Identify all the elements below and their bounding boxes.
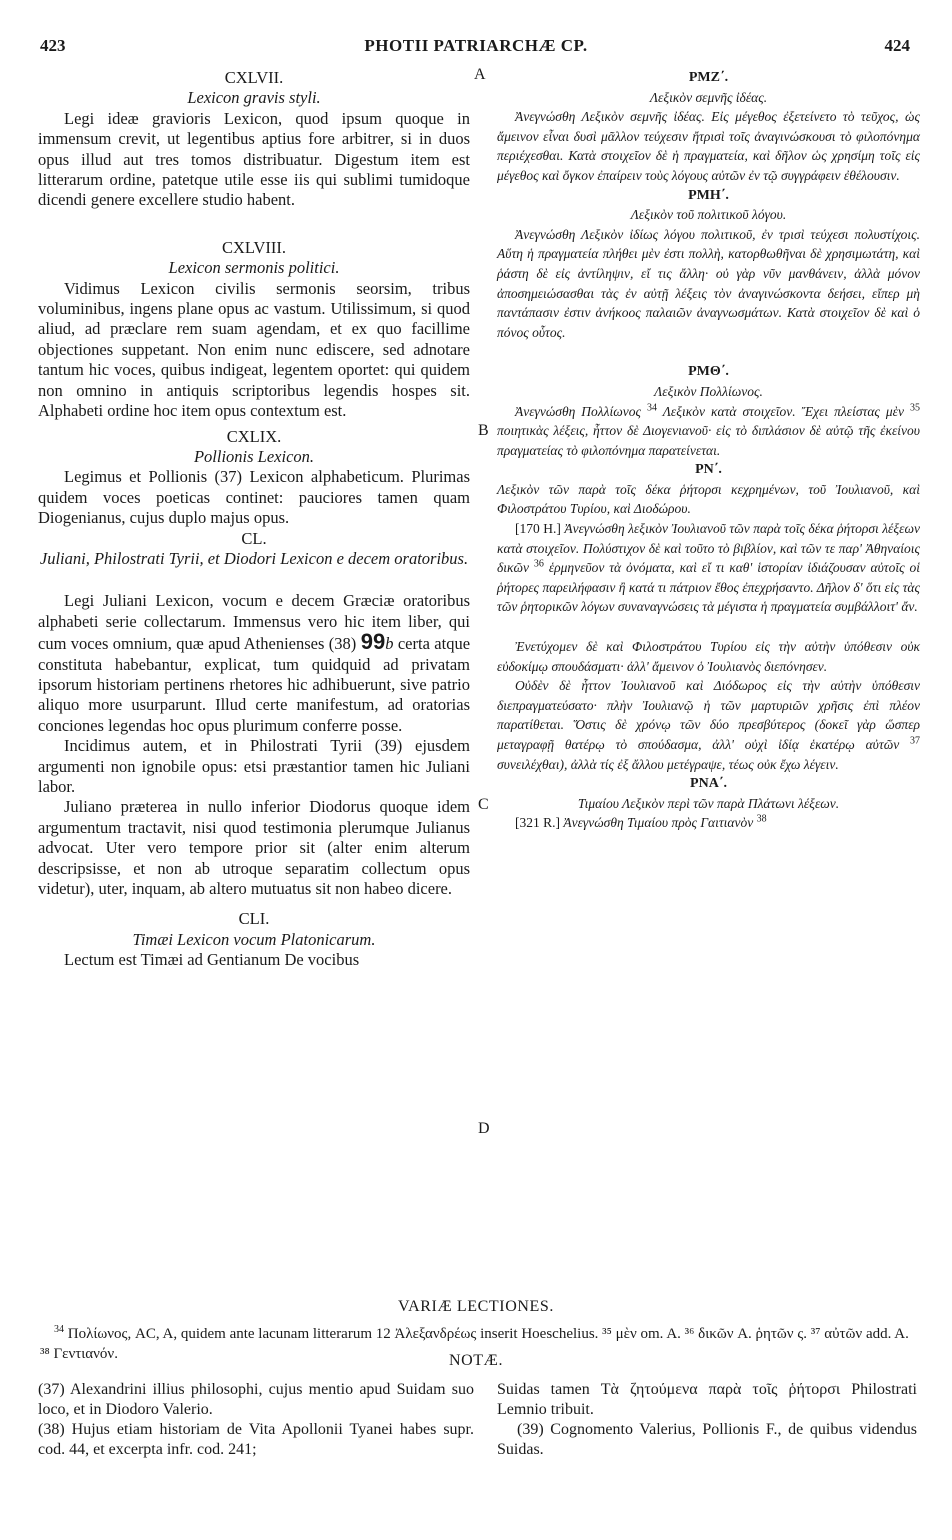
footnote-ref: 37: [910, 735, 920, 747]
edition-ref: [321 R.]: [515, 815, 560, 831]
footnote-ref: 36: [533, 558, 544, 570]
chapter-text: Legimus et Pollionis (37) Lexicon alphabeticum. Plurimas quidem voces poeticas continet: pauciores tamen quam Diogenianus, cujus duplo majus opus.: [38, 467, 470, 528]
chapter-number: ΡΝΑ΄.: [690, 776, 727, 792]
footnote-ref: 34: [647, 402, 657, 413]
chapter-title: Juliani, Philostrati Tyrii, et Diodori Lexicon e decem oratoribus.: [39, 548, 469, 568]
chapter-text: Ἀνεγνώσθη Λεξικὸν σεμνῆς ἰδέας. Εἰς μέγεθος ἐξετείνετο τὸ τεῦχος, ὡς ἄμεινον εἶναι δυσὶ μᾶλλον τεύχεσιν ἤτρισὶ τοῖς ἀναγινώσκουσι τὸ φιλοπόνημα περιέχεσθαι. Κατὰ στοιχεῖον δὲ ἡ πραγματεία, καὶ δῆλον ὡς χρησίμη τοῖς εἰς μέγεθος καὶ ὄγκον ἐπαίρειν τοὺς λόγους αὐτῶν ἐν τῷ συγγράφειν ἐθέλουσιν.: [497, 109, 920, 183]
chapter-title: Lexicon gravis styli.: [187, 88, 321, 108]
chapter-number: CXLVII.: [224, 68, 284, 87]
text-span: certa atque constituta habebantur, explicat, tum quidquid ad privatam ipsorum historiam pertinens rhetores hic adhibuerunt, sive patrio aliquo more usurparunt. Illud certe manifestum, ad oratorias conciones legendas hoc opus plurimum conferre posse.: [38, 634, 471, 735]
chapter-number: CLI.: [238, 909, 270, 929]
chapter-text: Vidimus Lexicon civilis sermonis seorsim, tribus voluminibus, ingens plane opus ac vastum. Utilissimum, si quod aliud, ad præclare rem suam agendam, et ex quo facillime objectiones suppetant. Non enim nunc ediscere, sed adnotare tantum hic voces, quibus indigeat, legentem oportet: qui quidem non omnino in antiquis scriptoribus legendis hospes sit. Alphabeti ordine hoc item opus contextum est.: [38, 278, 470, 421]
page-number-right: 424: [884, 36, 910, 55]
text-span: ἑρμηνεῦον τὰ ὀνόματα, καὶ εἴ τι καθ' ἱστορίαν ἰδιάζουσαν αὐτοῖς οἱ ῥήτορες παρειλήφασιν ἢ κατά τι πάτριον ἔθος ἐπεχρήσαντο. Δῆλον δ' ὅτι εἰς τὰς τῶν ῥητορικῶν λόγων συναναγνώσεις τὰ μέγιστα ἡ πραγματεία συμβάλλοιτ' ἄν.: [497, 560, 920, 615]
running-title: PHOTII PATRIARCHÆ CP.: [364, 36, 588, 55]
chapter-number: CXLIX.: [226, 426, 282, 446]
text-span: Οὐδὲν δὲ ἧττον Ἰουλιανοῦ καὶ Διόδωρος εἰς τὴν αὐτὴν ὑπόθεσιν διεπραγματεύσατο· πλὴν Ἰουλιανῷ ἡ τῶν μαρτυριῶν χρῆσις ἐπὶ πλέον παρατίθεται. Ὅστις δὲ χρόνῳ τῶν δύο πρεσβύτερος (δοκεῖ γὰρ ὥσπερ μεταγραφῇ θατέρῳ τὸ σπούδασμα, ἀλλ' οὐχὶ ἰδίᾳ ἑκατέρῳ αὐτῶν: [497, 678, 920, 752]
chapter-number: ΡΜΘ΄.: [688, 364, 729, 380]
chapter-text: [497, 813, 920, 833]
text-span: Ἀνεγνώσθη λεξικὸν Ἰουλιανοῦ τῶν παρὰ τοῖς δέκα ῥήτορσι λέξεων κατὰ στοιχεῖον. Πολύστιχον δὲ καὶ τοῦτο τὸ βιβλίον, καὶ τῶν τε παρ' Ἀθηναίοις δικῶν: [497, 521, 921, 576]
page-number-left: 423: [40, 36, 66, 55]
chapter-text: Ἀνεγνώσθη Λεξικὸν ἰδίως λόγου πολιτικοῦ, ἐν τρισὶ τεύχεσι πολυστίχοις. Αὕτη ἡ πραγματεία πλήθει μὲν ἐστι πολλὴ, κατορθωθῆναι δὲ χρησιμωτάτη, καὶ ῥάστη δὲ εἰς ἀντίληψιν, εἴ τις ἄλλη· οὐ γὰρ νῦν μανθάνειν, ἀλλὰ μόνον ἀποσημειώσασθαι τὰς ἐν αὐτῇ λέξεις τὸν ἀναγινώσκοντα δεήσει, εἴπερ μὴ παντάπασιν ἐστιν ἀνήκοος παλαιῶν ἀναγνωσμάτων. Κατὰ στοιχεῖον δὲ καὶ ὁ πόνος οὗτος.: [497, 226, 920, 340]
footnote-ref: 38: [756, 813, 767, 825]
footnote-ref: 35: [910, 402, 921, 413]
chapter-title: Timæi Lexicon vocum Platonicarum.: [132, 929, 376, 949]
chapter-number: ΡΝ΄.: [695, 462, 722, 478]
text-span: Legi Juliani Lexicon, vocum e decem Græciæ oratoribus alphabeti serie collectarum. Immensus vero hic item liber, qui cum voces omnium, quæ apud Athenienses (38): [38, 591, 470, 654]
chapter-title: Lexicon sermonis politici.: [168, 258, 340, 278]
text-span: συνειλέχθαι), ἀλλὰ τίς ἐξ ἄλλου μετέγραψε, τέως οὐκ ἔχω λέγειν.: [497, 756, 839, 772]
chapter-number: CL.: [241, 528, 267, 548]
margin-marker-d: D: [478, 1120, 490, 1137]
chapter-text: Incidimus autem, et in Philostrati Tyrii (39) ejusdem argumenti non ignobile opus: etsi præstantior tamen hic Juliani labor.: [38, 736, 470, 796]
chapter-text: Ἐνετύχομεν δὲ καὶ Φιλοστράτου Τυρίου εἰς τὴν αὐτὴν ὑπόθεσιν οὐκ εὐδοκίμῳ σπουδάσματι· ἀλλ' ἄμεινον ὁ Ἰουλιανὸς διεπόνησεν.: [497, 639, 920, 674]
margin-marker-a: A: [474, 66, 486, 83]
text-span: Πολίωνος, AC, A, quidem ante lacunam litterarum 12 Ἀλεξανδρέως inserit Hoeschelius. ³⁵ μὲν om. A. ³⁶ δικῶν A. ῥητῶν ς. ³⁷ αὐτῶν add. A. ³⁸ Γεντιανόν.: [40, 1326, 909, 1362]
footnote-ref: 34: [54, 1324, 64, 1335]
note: (39) Cognomento Valerius, Pollionis F., de quibus videndus Suidas.: [497, 1421, 917, 1458]
text-span: Ἀνεγνώσθη Τιμαίου πρὸς Γαιτιανὸν: [563, 815, 754, 831]
chapter-text: [497, 519, 920, 617]
chapter-text: [497, 402, 920, 461]
text-span: ποιητικὰς λέξεις, ἧττον δὲ Διογενιανοῦ· εἰς τὸ διπλάσιον δὲ αὐτῷ τῆς ἐκείνου πραγματείας τὸ φιλοπόνημα παρατείνεται.: [497, 423, 920, 458]
chapter-title: Λεξικὸν τῶν παρὰ τοῖς δέκα ῥήτορσι κεχρημένων, τοῦ Ἰουλιανοῦ, καὶ Φιλοστράτου Τυρίου, καὶ Διοδώρου.: [497, 481, 920, 517]
latin-column: [38, 68, 470, 971]
notae-left: [38, 1380, 474, 1460]
folio-side: b: [385, 634, 394, 654]
note: (38) Hujus etiam historiam de Vita Apollonii Tyanei habes supr. cod. 44, et excerpta infr. cod. 241;: [38, 1421, 474, 1458]
chapter-title: Λεξικὸν σεμνῆς ἰδέας.: [649, 89, 768, 105]
folio-marker: 99: [360, 629, 386, 655]
edition-ref: [170 H.]: [515, 521, 561, 537]
notae-right: [497, 1380, 917, 1460]
chapter-title: Λεξικὸν τοῦ πολιτικοῦ λόγου.: [630, 207, 787, 223]
margin-marker-b: B: [478, 422, 489, 439]
chapter-title: Pollionis Lexicon.: [193, 446, 315, 466]
chapter-title: Τιμαίου Λεξικὸν περὶ τῶν παρὰ Πλάτωνι λέξεων.: [577, 795, 840, 811]
chapter-number: CXLVIII.: [221, 237, 286, 257]
text-span: Λεξικὸν κατὰ στοιχεῖον. Ἔχει πλείστας μὲν: [662, 403, 904, 419]
margin-marker-c: C: [478, 796, 489, 813]
chapter-text: Lectum est Timæi ad Gentianum De vocibus: [64, 950, 360, 970]
chapter-number: ΡΜΗ΄.: [688, 187, 729, 203]
variae-heading: VARIÆ LECTIONES.: [398, 1298, 554, 1315]
chapter-title: Λεξικὸν Πολλίωνος.: [654, 383, 763, 399]
chapter-text: Legi ideæ gravioris Lexicon, quod ipsum quoque in immensum crevit, ut legentibus aptius fore arbitrer, si in duos opus illud aut tres tomos distribuatur. Digestum item est litterarum ordine, patetque utile esse iis qui sublimi tumidoque dicendi genere excellere studio habent.: [38, 108, 470, 210]
chapter-text: [38, 591, 470, 736]
text-span: Ἀνεγνώσθη Πολλίωνος: [515, 403, 641, 419]
chapter-text: [497, 676, 920, 774]
chapter-text: Juliano præterea in nullo inferior Diodorus quoque idem argumentum tractavit, nisi quod testimonia plerumque Julianus advocat. Uter vero tempore prior sit (alter enim alterum descripsisse, et non ab utroque separatim collectum opus videtur), uter, inquam, ab altero mutuatus sit non habeo dicere.: [38, 797, 470, 899]
note: Suidas tamen Τὰ ζητούμενα παρὰ τοῖς ῥήτορσι Philostrati Lemnio tribuit.: [497, 1381, 917, 1418]
notae-heading: NOTÆ.: [448, 1352, 504, 1369]
note: (37) Alexandrini illius philosophi, cujus mentio apud Suidam suo loco, et in Diodoro Valerio.: [38, 1381, 474, 1418]
chapter-number: ΡΜΖ΄.: [688, 70, 729, 85]
greek-column: [497, 68, 920, 833]
